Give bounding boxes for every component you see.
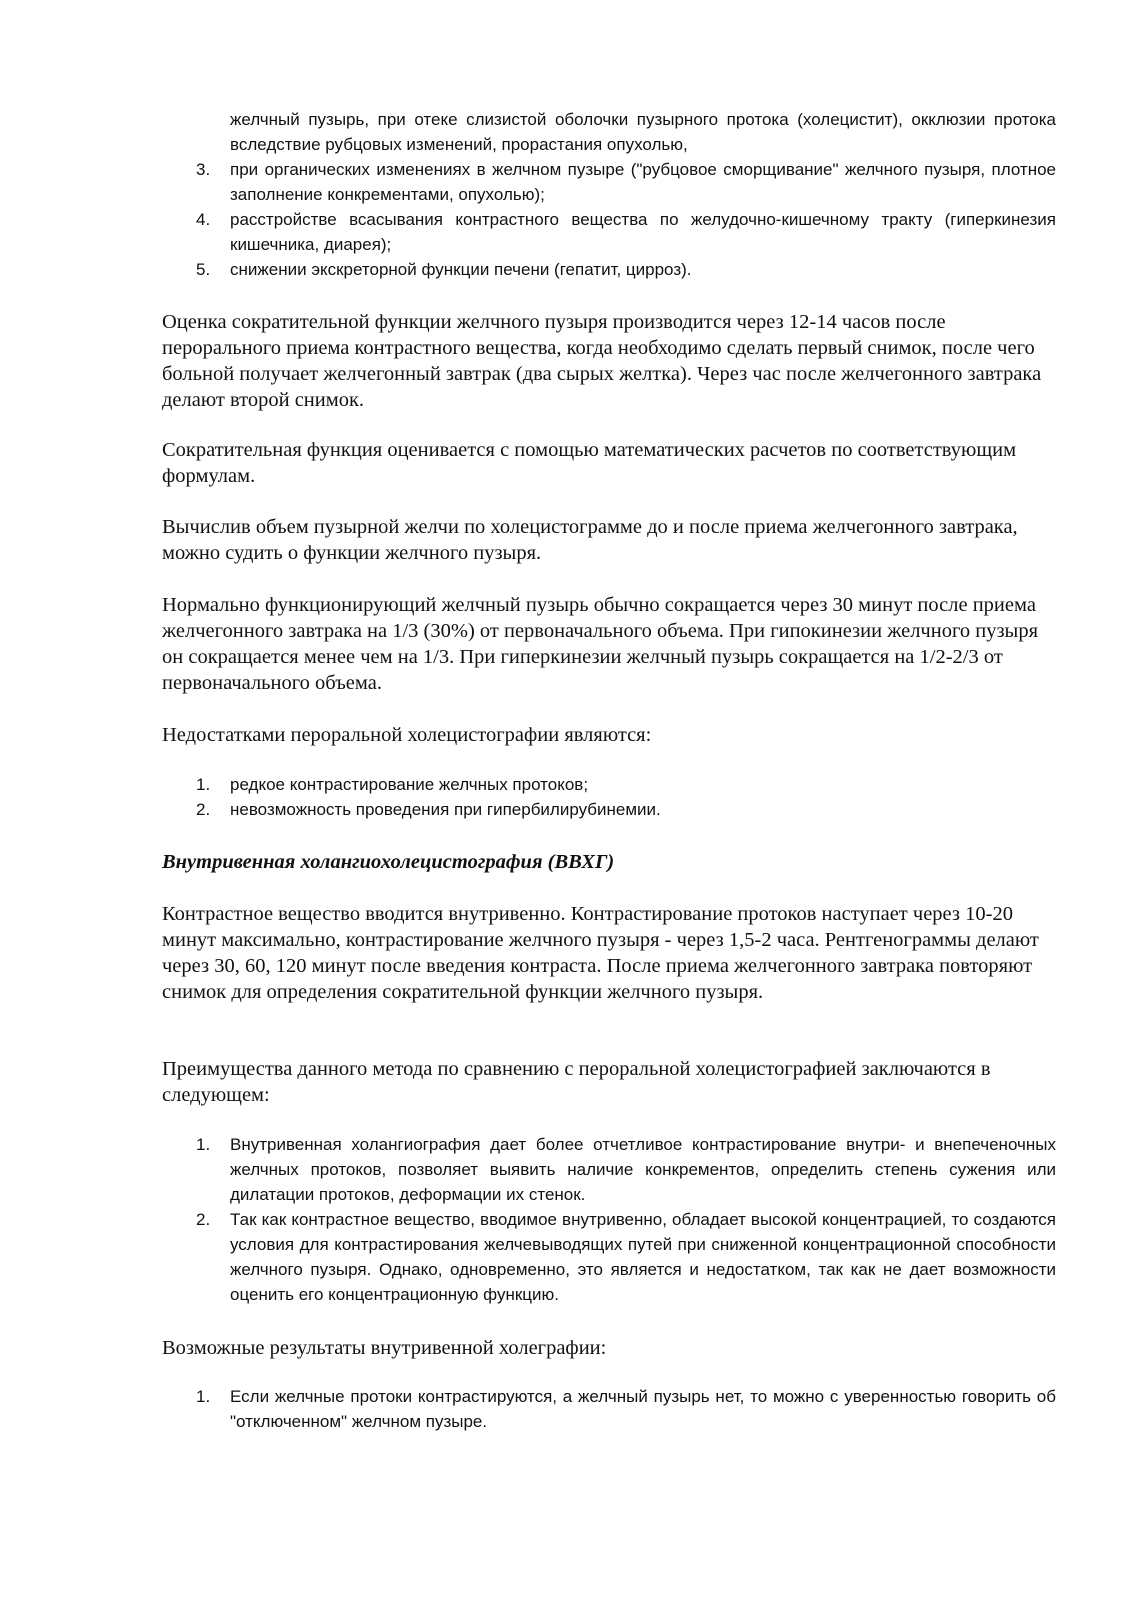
list-item (196, 157, 1056, 207)
list-item (196, 772, 1056, 797)
list-item-number: 1. (196, 1135, 211, 1154)
list-item-number: 1. (196, 775, 211, 794)
paragraph-disadvantages-intro: Недостатками пероральной холецистографии являются: (162, 724, 652, 746)
paragraph-normal-function: Нормально функционирующий желчный пузырь обычно сокращается через 30 минут после приема желчегонного завтрака на 1/3 (30%) от первоначального объема. При гипокинезии желчного пузыря он сокращается менее чем на 1/3. При гиперкинезии желчный пузырь сокращается на 1/2-2/3 от первоначального объема. (162, 594, 1039, 694)
list-item-text: Внутривенная холангиография дает более отчетливое контрастирование внутри- и внепеченочных желчных протоков, позволяет выявить наличие конкрементов, определить степень сужения или дилатации протоков, деформации их стенок. (230, 1135, 1056, 1204)
section-heading: Внутривенная холангиохолецистография (ВВХГ) (162, 851, 615, 873)
list-item-text: редкое контрастирование желчных протоков; (230, 775, 589, 794)
paragraph-bile-volume: Вычислив объем пузырной желчи по холецистограмме до и после приема желчегонного завтрака, можно судить о функции желчного пузыря. (162, 516, 1018, 564)
list-item (196, 207, 1056, 257)
list-item-number: 5. (196, 260, 211, 279)
list-item (196, 257, 1056, 282)
paragraph-calculation: Сократительная функция оценивается с помощью математических расчетов по соответствующим формулам. (162, 439, 1017, 487)
advantages-list (196, 1132, 1056, 1307)
list-item-number: 2. (196, 1210, 211, 1229)
list-item-text: Если желчные протоки контрастируются, а желчный пузырь нет, то можно с уверенностью говорить об "отключенном" желчном пузыре. (230, 1387, 1056, 1431)
list-item-text: Так как контрастное вещество, вводимое внутривенно, обладает высокой концентрацией, то создаются условия для контрастирования желчевыводящих путей при сниженной концентрационной способности желчного пузыря. Однако, одновременно, это является и недостатком, так как не дает возможности оценить его концентрационную функцию. (230, 1210, 1056, 1304)
list-continuation: желчный пузырь, при отеке слизистой оболочки пузырного протока (холецистит), окклюзии протока вследствие рубцовых изменений, прорастания опухолью, (230, 110, 1056, 154)
list-item-number: 4. (196, 210, 211, 229)
list-item-text: расстройстве всасывания контрастного вещества по желудочно-кишечному тракту (гиперкинезия кишечника, диарея); (230, 210, 1056, 254)
contraindication-list (196, 107, 1056, 282)
paragraph-contractile-assessment: Оценка сократительной функции желчного пузыря производится через 12-14 часов после перорального приема контрастного вещества, когда необходимо сделать первый снимок, после чего больной получает желчегонный завтрак (два сырых желтка). Через час после желчегонного завтрака делают второй снимок. (162, 311, 1042, 411)
list-item-number: 3. (196, 160, 211, 179)
list-item (196, 797, 1056, 822)
list-item (196, 1384, 1056, 1434)
paragraph-results-intro: Возможные результаты внутривенной холеграфии: (162, 1337, 607, 1359)
list-item-text: при органических изменениях в желчном пузыре ("рубцовое сморщивание" желчного пузыря, плотное заполнение конкрементами, опухолью); (230, 160, 1056, 204)
list-item (196, 1132, 1056, 1207)
paragraph-advantages-intro: Преимущества данного метода по сравнению с пероральной холецистографией заключаются в следующем: (162, 1058, 991, 1106)
list-item-text: невозможность проведения при гипербилирубинемии. (230, 800, 661, 819)
list-item-number: 2. (196, 800, 211, 819)
disadvantages-list (196, 772, 1056, 822)
list-item-text: снижении экскреторной функции печени (гепатит, цирроз). (230, 260, 692, 279)
results-list (196, 1384, 1056, 1434)
list-item-number: 1. (196, 1387, 211, 1406)
paragraph-iv-method: Контрастное вещество вводится внутривенно. Контрастирование протоков наступает через 10-20 минут максимально, контрастирование желчного пузыря - через 1,5-2 часа. Рентгенограммы делают через 30, 60, 120 минут после введения контраста. После приема желчегонного завтрака повторяют снимок для определения сократительной функции желчного пузыря. (162, 903, 1039, 1003)
list-item (196, 1207, 1056, 1307)
